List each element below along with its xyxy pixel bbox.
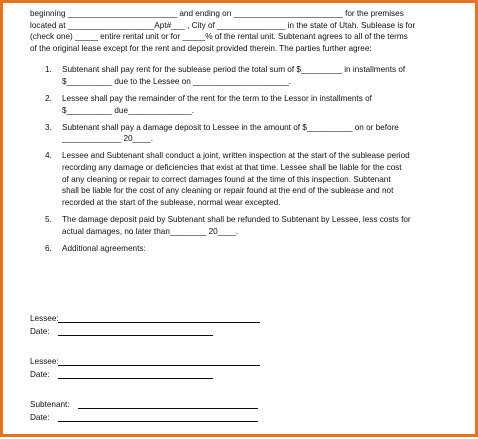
signature-block [30, 310, 260, 439]
term-item-5 [30, 214, 450, 237]
term-line: Lessee shall pay the remainder of the rent for the term to the Lessor in installments of [62, 94, 372, 104]
signature-line[interactable] [78, 400, 258, 409]
term-item-1 [30, 64, 450, 87]
date-line[interactable] [58, 370, 213, 379]
term-line: of any cleaning or repair to correct damages found at the time of this inspection. Subtenant [62, 174, 391, 184]
intro-line: located at ___________________Apt#___ , City of _______________ in the state of Utah. Sublease is for [30, 20, 416, 30]
date-label: Date: [30, 370, 50, 379]
signature-group-subtenant [30, 396, 260, 422]
signature-group-lessee-1 [30, 310, 260, 336]
term-line: Lessee and Subtenant shall conduct a joint, written inspection at the start of the sublease period [62, 151, 410, 161]
term-number: 1. [45, 65, 52, 75]
intro-paragraph [30, 8, 450, 54]
term-number: 3. [45, 122, 52, 132]
term-number: 2. [45, 94, 52, 104]
signature-line[interactable] [58, 314, 260, 323]
signature-role-label: Lessee: [30, 314, 59, 323]
date-line[interactable] [58, 327, 213, 336]
terms-list [30, 64, 450, 254]
term-item-6 [30, 243, 450, 255]
term-line: recorded at the start of the sublease, normal wear excepted. [62, 197, 281, 207]
signature-role-label: Subtenant: [30, 400, 70, 409]
signature-role-label: Lessee: [30, 357, 59, 366]
term-line: recording any damage or deficiencies that exist at that time. Lessee shall be liable for the cost [62, 163, 402, 173]
term-line: Subtenant shall pay a damage deposit to Lessee in the amount of $__________ on or before [62, 122, 399, 132]
intro-line: of the original lease except for the rent and deposit provided therein. The parties further agree: [30, 43, 372, 53]
term-line: $__________ due to the Lessee on _____________________. [62, 76, 292, 86]
term-line: actual damages, no later than________ 20____. [62, 226, 239, 236]
term-line: shall be liable for the cost of any cleaning or repair found at the end of the sublease and not [62, 186, 394, 196]
term-line: Additional agreements: [62, 243, 146, 253]
intro-line: beginning ________________________ and ending on ________________________ for the premises [30, 9, 404, 18]
term-number: 5. [45, 214, 52, 224]
term-number: 4. [45, 151, 52, 161]
term-line: Subtenant shall pay rent for the sublease period the total sum of $_________ in installments of [62, 65, 406, 75]
term-item-3 [30, 122, 450, 145]
date-label: Date: [30, 413, 50, 422]
date-line[interactable] [58, 413, 258, 422]
date-label: Date: [30, 327, 50, 336]
term-line: $__________ due______________. [62, 105, 195, 115]
signature-group-lessee-2 [30, 353, 260, 379]
signature-line[interactable] [58, 357, 260, 366]
sublease-agreement-text [30, 8, 450, 260]
intro-line: (check one) _____ entire rental unit or for _____% of the rental unit. Subtenant agrees to all of the terms [30, 32, 408, 42]
term-item-2 [30, 93, 450, 116]
term-line: _____________ 20____. [62, 134, 154, 144]
term-line: The damage deposit paid by Subtenant shall be refunded to Subtenant by Lessee, less costs for [62, 214, 411, 224]
term-item-4 [30, 150, 450, 208]
term-number: 6. [45, 243, 52, 253]
